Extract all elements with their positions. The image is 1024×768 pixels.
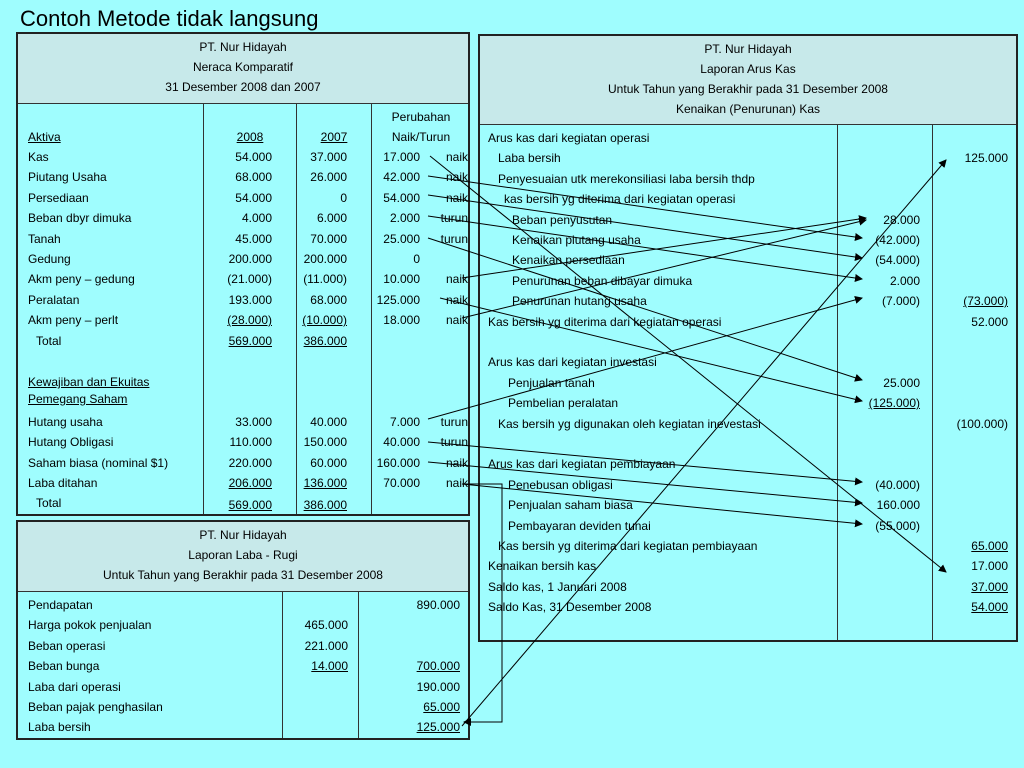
- value-2007: 68.000: [310, 292, 347, 307]
- aruskas-label: kas bersih yg diterima dari kegiatan operasi: [504, 192, 736, 207]
- aruskas-period: Untuk Tahun yang Berakhir pada 31 Desember 2008: [608, 82, 888, 96]
- labarugi-company: PT. Nur Hidayah: [199, 528, 287, 542]
- liab-title-1: Kewajiban dan Ekuitas: [28, 375, 150, 389]
- col-2007: 2007: [320, 130, 348, 144]
- aruskas-label: Laba bersih: [498, 151, 561, 166]
- aruskas-col1: (7.000): [881, 294, 920, 309]
- aruskas-col2: 52.000: [971, 314, 1008, 329]
- value-change: 125.000: [376, 292, 420, 307]
- slide-title: Contoh Metode tidak langsung: [20, 6, 319, 31]
- value-2007: 37.000: [310, 150, 347, 164]
- value-2008: (21.000): [227, 272, 272, 287]
- aruskas-col1: (125.000): [868, 396, 920, 411]
- aruskas-label: Kas bersih yg diterima dari kegiatan pembiayaan: [498, 539, 758, 553]
- labarugi-label: Beban operasi: [28, 638, 106, 653]
- labarugi-col2: 125.000: [416, 720, 460, 735]
- value-2007: 200.000: [303, 252, 347, 266]
- value-change: 2.000: [389, 211, 420, 226]
- neraca-panel: [16, 32, 470, 516]
- value-2007: (10.000): [302, 313, 347, 328]
- value-2007: 26.000: [310, 170, 347, 185]
- labarugi-col2: 700.000: [416, 659, 460, 674]
- change-direction: turun: [440, 435, 468, 450]
- value-2008: 54.000: [235, 150, 272, 164]
- total-2007: 386.000: [303, 334, 347, 348]
- labarugi-period: Untuk Tahun yang Berakhir pada 31 Desember 2008: [103, 568, 383, 582]
- change-direction: naik: [445, 476, 468, 491]
- aruskas-label: Penurunan beban dibayar dimuka: [512, 273, 693, 288]
- aruskas-label: Pembelian peralatan: [508, 396, 619, 411]
- labarugi-label: Beban pajak penghasilan: [28, 700, 163, 714]
- aruskas-col2: 125.000: [964, 151, 1008, 166]
- labarugi-header: [18, 522, 468, 592]
- row-label: Gedung: [28, 252, 71, 266]
- aruskas-label: Kas bersih yg digunakan oleh kegiatan inevestasi: [498, 416, 761, 431]
- change-direction: naik: [445, 272, 468, 287]
- value-change: 25.000: [383, 231, 420, 246]
- row-label: Saham biasa (nominal $1): [28, 455, 169, 470]
- row-label: Persediaan: [28, 190, 89, 205]
- value-2007: 150.000: [303, 435, 347, 450]
- neraca-period: 31 Desember 2008 dan 2007: [165, 80, 321, 94]
- labarugi-col1: 14.000: [311, 659, 348, 674]
- row-label: Hutang usaha: [28, 415, 103, 429]
- aruskas-company: PT. Nur Hidayah: [704, 42, 792, 56]
- aruskas-title: Laporan Arus Kas: [700, 62, 796, 76]
- change-direction: naik: [445, 190, 468, 205]
- aruskas-label: Kas bersih yg diterima dari kegiatan operasi: [488, 314, 722, 329]
- change-direction: naik: [445, 170, 468, 185]
- col-2008: 2008: [236, 130, 264, 144]
- value-2008: 54.000: [235, 190, 272, 205]
- value-change: 7.000: [389, 415, 420, 429]
- aruskas-col2: 17.000: [971, 559, 1008, 574]
- labarugi-label: Pendapatan: [28, 598, 93, 612]
- total-2007: 386.000: [303, 498, 347, 512]
- value-change: 42.000: [383, 170, 420, 185]
- row-label: Laba ditahan: [28, 476, 98, 491]
- value-change: 10.000: [383, 272, 420, 287]
- labarugi-panel: [16, 520, 470, 740]
- value-2008: (28.000): [227, 313, 272, 328]
- aruskas-col2: 37.000: [971, 579, 1008, 594]
- aruskas-label: Penjualan saham biasa: [508, 498, 633, 513]
- aruskas-label: Pembayaran deviden tunai: [508, 518, 651, 533]
- value-change: 54.000: [383, 190, 420, 205]
- aruskas-col2: (73.000): [963, 294, 1008, 309]
- total-label: Total: [36, 334, 62, 348]
- aruskas-col1: (40.000): [875, 477, 920, 492]
- row-label: Tanah: [28, 231, 61, 246]
- value-2007: 40.000: [310, 415, 347, 429]
- value-change: 160.000: [376, 455, 420, 470]
- labarugi-title: Laporan Laba - Rugi: [188, 548, 298, 562]
- change-direction: naik: [445, 455, 468, 470]
- row-label: Akm peny – perlt: [28, 313, 119, 328]
- aruskas-label: Saldo Kas, 31 Desember 2008: [488, 600, 652, 615]
- value-2008: 206.000: [228, 476, 272, 491]
- value-2008: 110.000: [229, 435, 272, 450]
- aruskas-label: Arus kas dari kegiatan investasi: [488, 355, 657, 370]
- value-2008: 4.000: [241, 211, 272, 226]
- labarugi-col1: 221.000: [304, 638, 348, 653]
- aruskas-label: Penebusan obligasi: [508, 477, 613, 492]
- aruskas-label: Kenaikan bersih kas: [488, 559, 597, 574]
- aruskas-col1: 28.000: [883, 212, 920, 227]
- value-2007: 60.000: [310, 455, 347, 470]
- value-change: 40.000: [383, 435, 420, 450]
- col-naik-turun: Naik/Turun: [391, 130, 451, 144]
- aruskas-header: [480, 36, 1016, 125]
- row-label: Peralatan: [28, 292, 80, 307]
- labarugi-col2: 190.000: [416, 679, 460, 694]
- value-2008: 220.000: [228, 455, 272, 470]
- value-2007: 0: [340, 190, 347, 205]
- value-2008: 33.000: [235, 415, 272, 429]
- aruskas-col2: 54.000: [971, 600, 1008, 615]
- neraca-title: Neraca Komparatif: [192, 60, 294, 74]
- value-2008: 200.000: [228, 252, 272, 266]
- labarugi-label: Laba dari operasi: [28, 679, 121, 694]
- value-2007: 136.000: [303, 476, 347, 491]
- value-2007: 6.000: [316, 211, 347, 226]
- aruskas-col1: 160.000: [876, 498, 920, 513]
- row-label: Hutang Obligasi: [28, 435, 114, 450]
- value-2008: 68.000: [235, 170, 272, 185]
- value-change: 0: [413, 252, 420, 266]
- change-direction: naik: [445, 313, 468, 328]
- aruskas-label: Beban penyusutan: [512, 212, 613, 227]
- value-change: 18.000: [383, 313, 420, 328]
- aruskas-subtitle: Kenaikan (Penurunan) Kas: [675, 102, 821, 116]
- change-direction: turun: [440, 415, 468, 429]
- row-label: Beban dbyr dimuka: [28, 211, 132, 226]
- value-change: 70.000: [383, 476, 420, 491]
- col-perubahan: Perubahan: [391, 110, 451, 124]
- aruskas-panel: [478, 34, 1018, 642]
- total-label: Total: [36, 496, 62, 510]
- aruskas-col1: (54.000): [875, 253, 920, 268]
- labarugi-label: Laba bersih: [28, 720, 91, 735]
- change-direction: turun: [440, 211, 468, 226]
- change-direction: naik: [445, 292, 468, 307]
- aruskas-col2: (100.000): [956, 416, 1008, 431]
- col-aktiva: Aktiva: [28, 130, 61, 144]
- aruskas-col1: (42.000): [875, 233, 920, 247]
- aruskas-label: Arus kas dari kegiatan operasi: [488, 131, 650, 145]
- value-change: 17.000: [383, 150, 420, 164]
- value-2008: 45.000: [235, 231, 272, 246]
- aruskas-label: Kenaikan piutang usaha: [512, 233, 641, 247]
- labarugi-label: Beban bunga: [28, 659, 100, 674]
- aruskas-col1: 2.000: [889, 273, 920, 288]
- change-direction: naik: [445, 150, 468, 164]
- aruskas-label: Penjualan tanah: [508, 375, 595, 390]
- labarugi-col2: 65.000: [423, 700, 460, 714]
- aruskas-col2: 65.000: [971, 539, 1008, 553]
- aruskas-col1: (55.000): [875, 518, 920, 533]
- aruskas-label: Kenaikan persediaan: [512, 253, 625, 268]
- aruskas-label: Arus kas dari kegiatan pembiayaan: [488, 457, 676, 472]
- aruskas-label: Penurunan hutang usaha: [512, 294, 647, 309]
- labarugi-label: Harga pokok penjualan: [28, 618, 152, 633]
- aruskas-label: Penyesuaian utk merekonsiliasi laba bersih thdp: [498, 171, 755, 186]
- value-2008: 193.000: [228, 292, 272, 307]
- change-direction: turun: [440, 231, 468, 246]
- value-2007: 70.000: [310, 231, 347, 246]
- total-2008: 569.000: [228, 498, 272, 512]
- labarugi-col2: 890.000: [416, 598, 460, 612]
- neraca-company: PT. Nur Hidayah: [199, 40, 287, 54]
- labarugi-col1: 465.000: [304, 618, 348, 633]
- total-2008: 569.000: [228, 334, 272, 348]
- row-label: Akm peny – gedung: [28, 272, 135, 287]
- value-2007: (11.000): [303, 272, 347, 287]
- aruskas-label: Saldo kas, 1 Januari 2008: [488, 579, 627, 594]
- aruskas-col1: 25.000: [883, 375, 920, 390]
- liab-title-2: Pemegang Saham: [28, 392, 128, 406]
- neraca-header: [18, 34, 468, 104]
- row-label: Piutang Usaha: [28, 170, 107, 185]
- row-label: Kas: [28, 150, 49, 164]
